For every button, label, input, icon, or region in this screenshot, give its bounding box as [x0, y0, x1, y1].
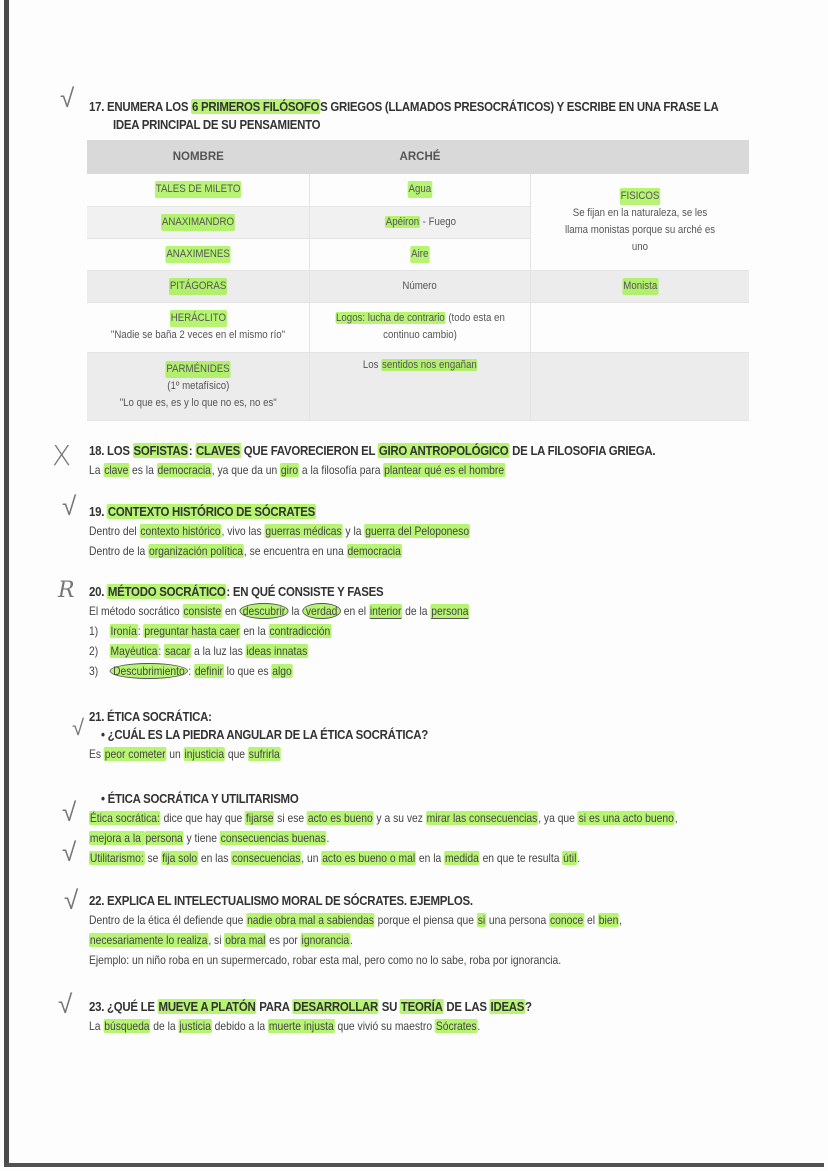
table-row	[87, 174, 749, 206]
table-row: ANAXIMANDRO Apéiron - Fuego	[87, 206, 749, 238]
review-mark-icon: R	[58, 578, 75, 603]
question-20	[89, 583, 531, 681]
table-header-row	[87, 140, 749, 174]
question-21-sub1: • ¿CUÁL ES LA PIEDRA ANGULAR DE LA ÉTICA SOCRÁTICA?	[101, 727, 428, 742]
arche-value: Agua	[408, 181, 432, 198]
question-19	[89, 503, 532, 561]
table-row: PARMÉNIDES (1º metafísico) "Lo que es, es y lo que no es, no es" Los sentidos nos engañan	[87, 352, 749, 420]
arche-value: Aire	[411, 246, 430, 263]
question-22	[89, 892, 709, 970]
cross-mark-icon: X	[52, 439, 72, 472]
checkmark-icon: √	[64, 886, 79, 916]
philosopher-name: ANAXIMANDRO	[161, 214, 235, 231]
philosopher-name: PITÁGORAS	[169, 278, 227, 295]
phase-item: 3) Descubrimiento : definir lo que es algo	[89, 664, 292, 678]
question-22-example: Ejemplo: un niño roba en un supermercado, robar esta mal, pero como no lo sabe, roba por ignorancia.	[89, 953, 562, 967]
utilitarismo-line: Utilitarismo: se fija solo en las consecuencias, un acto es bueno o mal en la medida en que te resulta útil.	[89, 851, 581, 865]
question-21-answer1: Es peor cometer un injusticia que sufrirla	[89, 747, 280, 761]
etica-socratica-line1: Ética socrática: dice que hay que fijarse si ese acto es bueno y a su vez mirar las consecuencias, ya que si es una acto bueno,	[89, 811, 678, 825]
philosopher-name: TALES DE MILETO	[155, 181, 241, 198]
checkmark-icon: √	[62, 492, 77, 522]
question-20-intro: El método socrático consiste en descubrir la verdad en el interior de la persona	[89, 604, 469, 618]
header-nombre: NOMBRE	[87, 140, 310, 174]
header-blank	[531, 140, 750, 174]
group-note-fisicos: FISICOS Se fijan en la naturaleza, se les llama monistas porque su arché es uno	[531, 174, 750, 270]
question-19-answer-line2: Dentro de la organización política, se encuentra en una democracia	[89, 544, 401, 558]
checkmark-icon: √	[62, 798, 77, 828]
question-22-answer-line2: necesariamente lo realiza, si obra mal es por ignorancia.	[89, 933, 353, 947]
etica-socratica-line2: mejora a la persona y tiene consecuencias buenas.	[89, 831, 330, 845]
question-19-title: 19. CONTEXTO HISTÓRICO DE SÓCRATES	[89, 504, 316, 519]
question-19-answer-line1: Dentro del contexto histórico, vivo las guerras médicas y la guerra del Peloponeso	[89, 524, 470, 538]
philosopher-quote: "Lo que es, es y lo que no es, no es"	[119, 396, 277, 409]
question-21-title: 21. ÉTICA SOCRÁTICA:	[89, 709, 212, 724]
question-18-answer: La clave es la democracia, ya que da un giro a la filosofía para plantear qué es el hombre	[89, 463, 505, 477]
question-23-title: 23. ¿QUÉ LE MUEVE A PLATÓN PARA DESARROLLAR SU TEORÍA DE LAS IDEAS?	[89, 999, 532, 1014]
phase-item: 1) Ironía: preguntar hasta caer en la contradicción	[89, 624, 331, 638]
table-row: HERÁCLITO "Nadie se baña 2 veces en el mismo río" Logos: lucha de contrario (todo esta en continuo cambio)	[87, 302, 749, 352]
question-23-answer: La búsqueda de la justicia debido a la muerte injusta que vivió su maestro Sócrates.	[89, 1019, 481, 1033]
question-17-title-line2: IDEA PRINCIPAL DE SU PENSAMIENTO	[113, 117, 321, 132]
philosopher-name: ANAXIMENES	[165, 246, 230, 263]
checkmark-icon: √	[60, 84, 75, 114]
presocratics-table	[87, 140, 749, 421]
question-21	[89, 708, 473, 764]
question-18-title: 18. LOS SOFISTAS: CLAVES QUE FAVORECIERON EL GIRO ANTROPOLÓGICO DE LA FILOSOFIA GRIEGA.	[89, 443, 656, 458]
question-21-part2	[89, 790, 773, 868]
question-17-title: 17. ENUMERA LOS 6 PRIMEROS FILÓSOFOS GRIEGOS (LLAMADOS PRESOCRÁTICOS) Y ESCRIBE EN UNA FRASE LA	[89, 99, 719, 114]
question-17	[89, 98, 804, 134]
pythagoras-note: Monista	[622, 278, 658, 295]
philosopher-name: HERÁCLITO	[169, 310, 226, 327]
checkmark-icon: √	[58, 990, 73, 1020]
philosopher-quote: "Nadie se baña 2 veces en el mismo río"	[110, 329, 286, 341]
question-22-answer-line1: Dentro de la ética él defiende que nadie obra mal a sabiendas porque el piensa que si una persona conoce el bien,	[89, 913, 623, 927]
question-21-sub2: • ÉTICA SOCRÁTICA Y UTILITARISMO	[101, 791, 299, 806]
question-18	[89, 442, 732, 480]
question-22-title: 22. EXPLICA EL INTELECTUALISMO MORAL DE SÓCRATES. EJEMPLOS.	[89, 893, 473, 908]
philosopher-name: PARMÉNIDES	[165, 361, 230, 378]
checkmark-icon: √	[72, 716, 85, 741]
table-row	[87, 270, 749, 302]
arche-value: Número	[402, 279, 438, 292]
question-23	[89, 998, 592, 1036]
question-20-title: 20. MÉTODO SOCRÁTICO: EN QUÉ CONSISTE Y FASES	[89, 584, 384, 599]
header-arche: ARCHÉ	[310, 140, 531, 174]
checkmark-icon: √	[62, 838, 77, 868]
phase-item: 2) Mayéutica: sacar a la luz las ideas innatas	[89, 644, 308, 658]
